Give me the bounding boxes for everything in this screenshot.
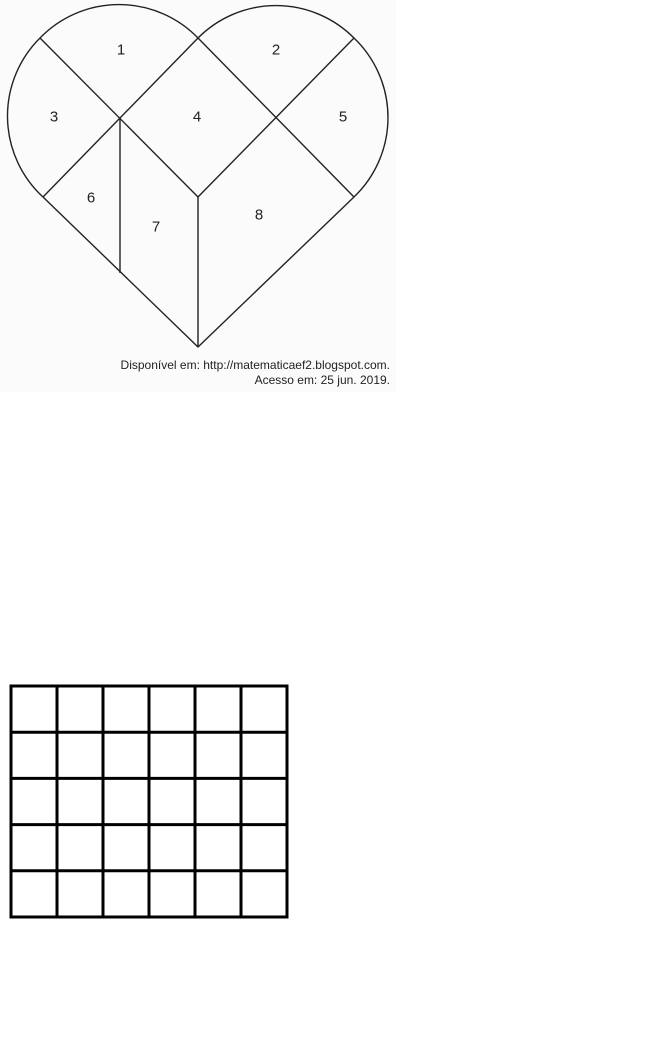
piece-label: 4: [192, 108, 202, 126]
source-citation: Disponível em: http://matematicaef2.blogspot.com.: [120, 358, 390, 372]
piece-label: 3: [49, 108, 59, 126]
access-date: Acesso em: 25 jun. 2019.: [254, 373, 390, 387]
piece-label: 5: [338, 108, 348, 126]
piece-label: 1: [116, 41, 126, 59]
piece-label: 2: [271, 41, 281, 59]
piece-label: 8: [254, 206, 264, 224]
piece-label: 6: [86, 189, 96, 207]
piece-label: 7: [151, 218, 161, 236]
